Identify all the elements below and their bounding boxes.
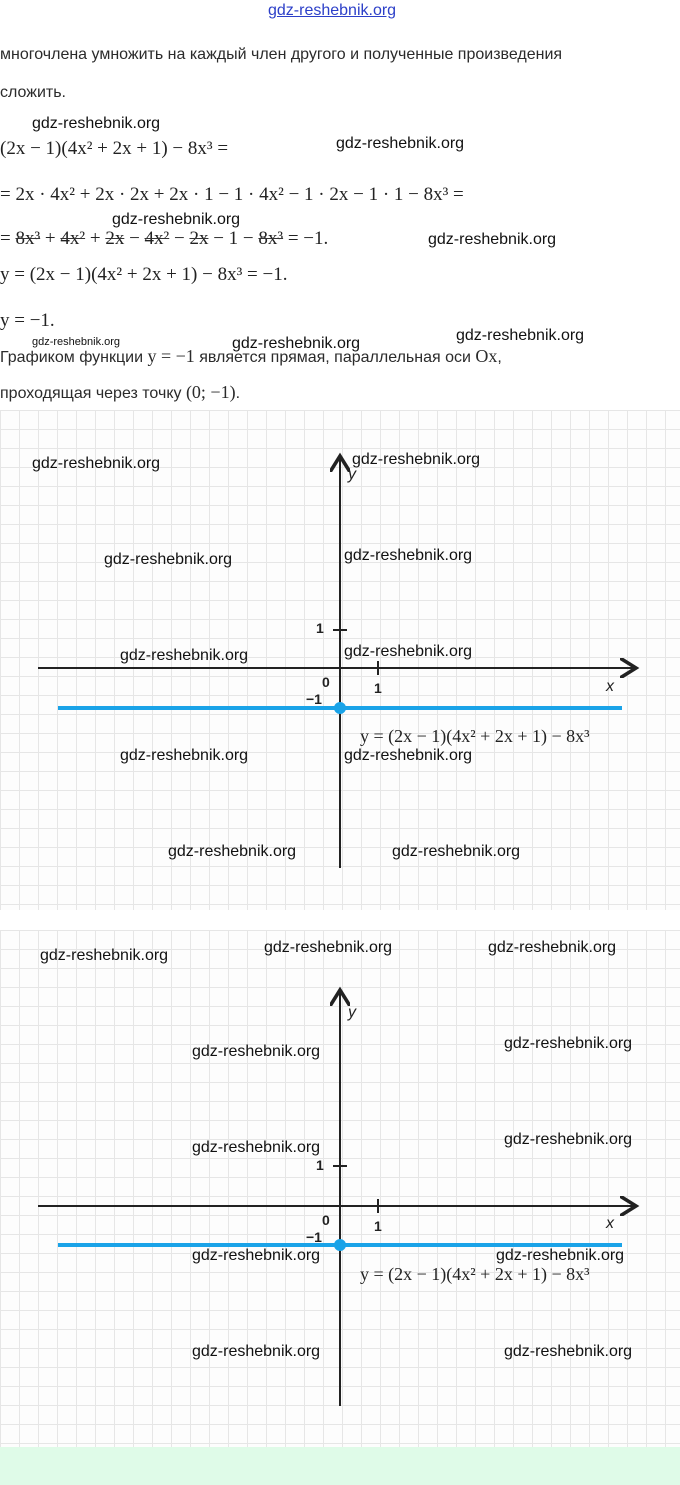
- watermark: gdz-reshebnik.org: [488, 939, 617, 956]
- watermark: gdz-reshebnik.org: [112, 211, 241, 228]
- point-0-neg1: [334, 702, 346, 714]
- neg-one-label: −1: [306, 691, 322, 707]
- graph-2-svg: [0, 930, 680, 1447]
- watermark: gdz-reshebnik.org: [32, 115, 161, 132]
- math-step-2: = 2x · 4x² + 2x · 2x + 2x · 1 − 1 · 4x² − 1 · 2x − 1 · 1 − 8x³ =: [0, 184, 464, 205]
- intro-line-2: сложить.: [0, 84, 66, 101]
- conclusion-line-1: Графиком функции y = −1 является прямая, параллельная оси Ox,: [0, 346, 502, 366]
- watermark: gdz-reshebnik.org: [504, 1035, 633, 1052]
- watermark: gdz-reshebnik.org: [352, 451, 481, 468]
- y-tick-label: 1: [316, 620, 324, 636]
- watermark: gdz-reshebnik.org: [456, 327, 585, 344]
- watermark: gdz-reshebnik.org: [336, 135, 465, 152]
- graph-1: [0, 410, 680, 910]
- watermark: gdz-reshebnik.org: [192, 1139, 321, 1156]
- watermark: gdz-reshebnik.org: [192, 1247, 321, 1264]
- watermark: gdz-reshebnik.org: [344, 547, 473, 564]
- x-tick-label: 1: [374, 680, 382, 696]
- watermark: gdz-reshebnik.org: [32, 455, 161, 472]
- watermark: gdz-reshebnik.org: [428, 231, 557, 248]
- function-formula: y = (2x − 1)(4x² + 2x + 1) − 8x³: [360, 726, 590, 746]
- graph-1-svg: [0, 410, 680, 910]
- x-tick-label: 1: [374, 1218, 382, 1234]
- watermark: gdz-reshebnik.org: [232, 335, 361, 352]
- watermark: gdz-reshebnik.org: [392, 843, 521, 860]
- math-step-3: = 8x³ + 4x² + 2x − 4x² − 2x − 1 − 8x³ = −1.: [0, 228, 329, 249]
- watermark: gdz-reshebnik.org: [40, 947, 169, 964]
- watermark-link[interactable]: gdz-reshebnik.org: [268, 2, 397, 19]
- footer-band: [0, 1447, 680, 1485]
- y-axis-label: y: [348, 466, 356, 483]
- watermark: gdz-reshebnik.org: [504, 1343, 633, 1360]
- x-axis-label: x: [606, 1215, 614, 1232]
- function-formula: y = (2x − 1)(4x² + 2x + 1) − 8x³: [360, 1264, 590, 1284]
- math-step-1: (2x − 1)(4x² + 2x + 1) − 8x³ =: [0, 138, 229, 159]
- graph-2: [0, 930, 680, 1447]
- watermark: gdz-reshebnik.org: [104, 551, 233, 568]
- watermark: gdz-reshebnik.org: [264, 939, 393, 956]
- conclusion-line-2: проходящая через точку (0; −1).: [0, 382, 241, 402]
- watermark: gdz-reshebnik.org: [120, 747, 249, 764]
- watermark: gdz-reshebnik.org: [344, 643, 473, 660]
- neg-one-label: −1: [306, 1229, 322, 1245]
- x-axis-label: x: [606, 678, 614, 695]
- watermark: gdz-reshebnik.org: [504, 1131, 633, 1148]
- watermark: gdz-reshebnik.org: [192, 1043, 321, 1060]
- origin-label: 0: [322, 674, 330, 690]
- y-tick-label: 1: [316, 1157, 324, 1173]
- point-0-neg1: [334, 1239, 346, 1251]
- watermark: gdz-reshebnik.org: [168, 843, 297, 860]
- watermark: gdz-reshebnik.org: [344, 747, 473, 764]
- watermark: gdz-reshebnik.org: [120, 647, 249, 664]
- watermark: gdz-reshebnik.org: [496, 1247, 625, 1264]
- watermark: gdz-reshebnik.org: [32, 336, 121, 348]
- math-step-4: y = (2x − 1)(4x² + 2x + 1) − 8x³ = −1.: [0, 264, 288, 285]
- y-axis-label: y: [348, 1004, 356, 1021]
- origin-label: 0: [322, 1212, 330, 1228]
- watermark: gdz-reshebnik.org: [192, 1343, 321, 1360]
- math-step-5: y = −1.: [0, 310, 55, 331]
- intro-line-1: многочлена умножить на каждый член другого и полученные произведения: [0, 46, 563, 63]
